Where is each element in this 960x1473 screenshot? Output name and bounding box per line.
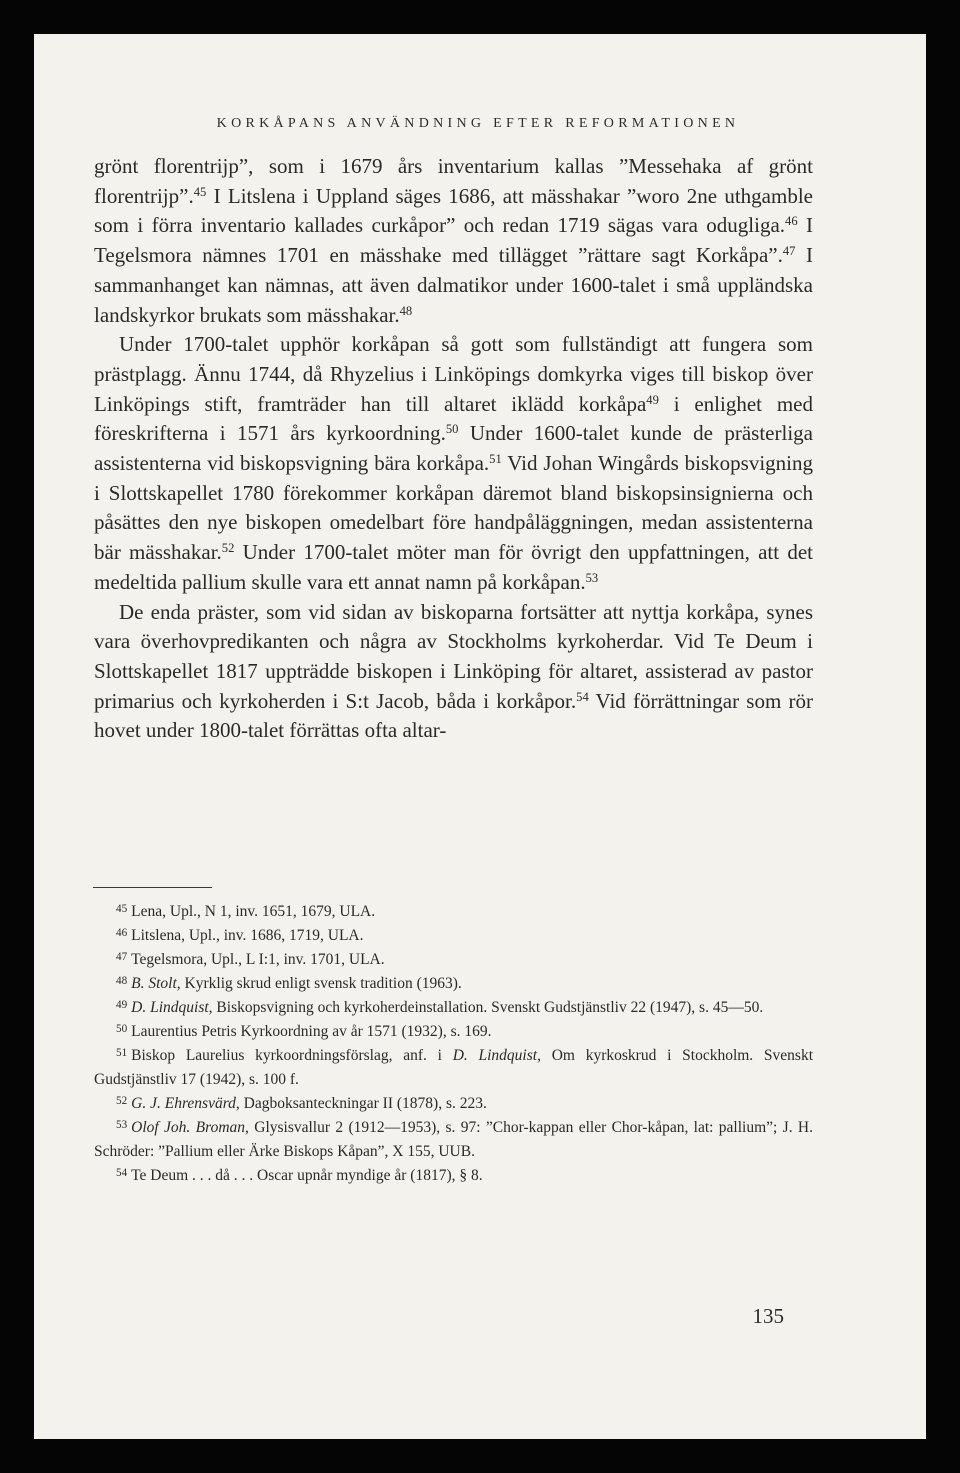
footnote — [94, 996, 813, 1020]
footnote — [94, 1116, 813, 1164]
italic-text: Olof Joh. Broman, — [131, 1119, 249, 1136]
document-page — [34, 34, 926, 1439]
page-number: 135 — [752, 1304, 784, 1328]
footnote — [94, 1164, 813, 1188]
footnote — [94, 924, 813, 948]
footnote-reference: 50 — [445, 422, 459, 437]
footnote — [94, 972, 813, 996]
text-run: Litslena, Upl., inv. 1686, 1719, ULA. — [131, 927, 364, 944]
footnote-reference: 49 — [646, 392, 659, 407]
footnote-reference: 51 — [489, 452, 502, 467]
italic-text: D. Lindquist, — [131, 999, 213, 1016]
text-run: De enda präster, som vid sidan av biskoparna fortsätter att nyttja korkåpa, synes vara överhovpredikanten och några av Stockholms kyrkoherdar. Vid Te Deum i Slottskapellet 1817 uppträdde biskopen i Linköping för altaret, assisterad av pastor primarius och kyrkoherden i S:t Jacob, båda i korkåpor. — [94, 599, 813, 713]
italic-text: G. J. Ehrensvärd, — [131, 1095, 240, 1112]
text-run: Under 1600-talet kunde de prästerliga assistenterna vid biskopsvigning bära korkåpa. — [94, 421, 813, 476]
body-text — [94, 152, 813, 746]
footnote-reference: 48 — [399, 303, 413, 318]
footnote — [94, 948, 813, 972]
footnote-number: 52 — [116, 1095, 128, 1108]
footnote-reference: 45 — [193, 184, 207, 199]
footnote-reference: 47 — [782, 244, 796, 259]
footnote-number: 45 — [116, 903, 128, 916]
footnote — [94, 900, 813, 924]
text-run: Kyrklig skrud enligt svensk tradition (1963). — [180, 975, 462, 992]
footnote-reference: 52 — [221, 541, 235, 556]
text-run: Under 1700-talet upphör korkåpan så gott som fullständigt att fungera som prästplagg. Ännu 1744, då Rhyzelius i Linköpings domkyrka viges till biskop över Linköpings stift, framträder han till altaret iklädd korkåpa — [94, 332, 813, 416]
footnote-reference: 46 — [785, 214, 798, 229]
footnote — [94, 1092, 813, 1116]
text-run: Te Deum . . . då . . . Oscar upnår myndige år (1817), § 8. — [131, 1167, 483, 1184]
footnote-number: 48 — [116, 975, 128, 988]
text-run: Dagboksanteckningar II (1878), s. 223. — [239, 1095, 487, 1112]
text-run: Om kyrkoskrud i Stockholm. Svenskt Gudstjänstliv 17 (1942), s. 100 f. — [94, 1047, 814, 1088]
footnote-number: 49 — [116, 999, 128, 1012]
footnote-number: 54 — [116, 1167, 128, 1180]
footnote-number: 47 — [116, 951, 128, 964]
footnote-reference: 54 — [576, 689, 589, 704]
text-run: grönt florentrijp”, som i 1679 års inventarium kallas ”Messehaka af grönt florentrijp”. — [94, 154, 813, 208]
text-run: Tegelsmora, Upl., L I:1, inv. 1701, ULA. — [131, 951, 385, 968]
italic-text: B. Stolt, — [131, 975, 181, 992]
text-run: I Litslena i Uppland säges 1686, att mässhakar ”woro 2ne uthgamble som i förra inventario kallades curkåpor” och redan 1719 sägas vara odugliga. — [94, 183, 813, 238]
running-header: KORKÅPANS ANVÄNDNING EFTER REFORMATIONEN — [216, 116, 740, 131]
text-run: Vid Johan Wingårds biskopsvigning i Slottskapellet 1780 förekommer korkåpan däremot bland biskopsinsignierna och påsättes den nye biskopen omedelbart före handpåläggningen, medan assistenterna bär mässhakar. — [94, 451, 813, 565]
footnote-number: 53 — [116, 1119, 128, 1132]
text-run: i enlighet med föreskrifterna i 1571 års kyrkoordning. — [94, 391, 813, 446]
paragraph — [94, 330, 813, 597]
text-run: Under 1700-talet möter man för övrigt den uppfattningen, att det medeltida pallium skulle vara ett annat namn på korkåpan. — [94, 540, 813, 594]
text-run: I sammanhanget kan nämnas, att även dalmatikor under 1600-talet i små uppländska landskyrkor brukats som mässhakar. — [94, 243, 813, 327]
footnote — [94, 1044, 813, 1092]
footnote-number: 51 — [116, 1047, 128, 1060]
text-run: Biskop Laurelius kyrkoordningsförslag, anf. i — [131, 1047, 453, 1064]
italic-text: D. Lindquist, — [452, 1047, 541, 1064]
footnotes — [94, 900, 813, 1188]
text-run: Laurentius Petris Kyrkoordning av år 1571 (1932), s. 169. — [131, 1023, 492, 1040]
footnote — [94, 1020, 813, 1044]
footnote-number: 50 — [116, 1023, 128, 1036]
text-run: Lena, Upl., N 1, inv. 1651, 1679, ULA. — [131, 903, 376, 920]
text-run: Vid förrättningar som rör hovet under 1800-talet förrättas ofta altar- — [94, 688, 813, 743]
paragraph — [94, 598, 813, 747]
footnote-number: 46 — [116, 927, 128, 940]
footnote-reference: 53 — [585, 570, 599, 585]
paragraph — [94, 152, 813, 330]
footnote-divider — [93, 887, 212, 888]
text-run: Biskopsvigning och kyrkoherdeinstallation. Svenskt Gudstjänstliv 22 (1947), s. 45—50. — [212, 999, 764, 1016]
text-run: I Tegelsmora nämnes 1701 en mässhake med tillägget ”rättare sagt Korkåpa”. — [94, 213, 813, 268]
text-run: Glysisvallur 2 (1912—1953), s. 97: ”Chor-kappan eller Chor-kåpan, lat: pallium”; J. H. Schröder: ”Pallium eller Ärke Biskops Kåpan”, X 155, UUB. — [94, 1119, 814, 1160]
